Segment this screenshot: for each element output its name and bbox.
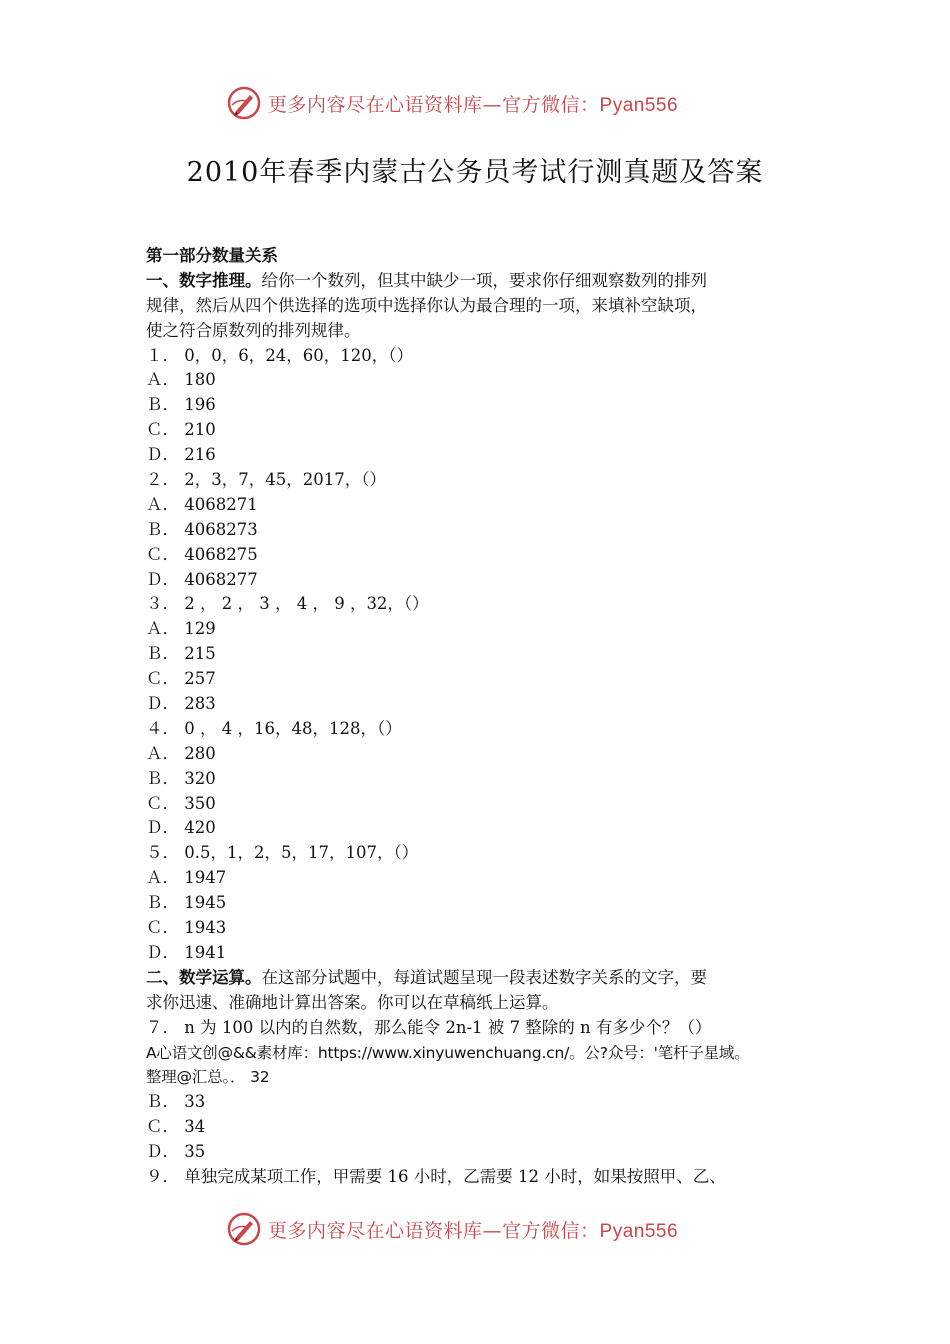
part-heading: 第一部分数量关系 — [146, 246, 278, 265]
option-line: Ｃ． 1943 — [146, 918, 227, 938]
question-line: ７． n 为 100 以内的自然数，那么能令 2n-1 被 7 整除的 n 有多少个？（） — [146, 1017, 712, 1037]
section1-intro: 一、数字推理。给你一个数列，但其中缺少一项，要求你仔细观察数列的排列 — [146, 270, 707, 290]
option-line: Ａ． 4068271 — [146, 494, 258, 514]
option-line: Ｃ． 257 — [146, 669, 216, 689]
option-line: Ｄ． 216 — [146, 445, 216, 465]
option-line: Ｂ． 196 — [146, 395, 216, 415]
question-line: １． 0，0，6，24，60，120，（） — [146, 345, 413, 365]
option-line: Ｃ． 34 — [146, 1117, 206, 1137]
pen-logo-icon — [226, 1211, 262, 1247]
section1-intro-line3: 使之符合原数列的排列规律。 — [146, 320, 361, 340]
question-line: ３． 2 ， 2 ， 3 ， 4 ， 9 ，32，（） — [146, 594, 429, 614]
header-banner — [226, 83, 746, 123]
banner-text: 更多内容尽在心语资料库—官方微信：Pyan556 — [268, 1219, 679, 1242]
option-line: Ａ． 1947 — [146, 868, 227, 888]
option-line: Ｂ． 215 — [146, 644, 216, 664]
question-line: ２． 2，3，7，45，2017，（） — [146, 470, 386, 490]
option-line: Ｃ． 350 — [146, 793, 216, 813]
footer-banner — [226, 1209, 746, 1249]
option-line: Ａ． 180 — [146, 370, 216, 390]
option-line: Ｃ． 210 — [146, 420, 216, 440]
section1-intro-line2: 规律，然后从四个供选择的选项中选择你认为最合理的一项，来填补空缺项， — [146, 295, 707, 315]
question-line: ９． 单独完成某项工作，甲需要 16 小时，乙需要 12 小时，如果按照甲、乙、 — [146, 1166, 726, 1186]
question-line: ４． 0 ， 4 ，16，48，128，（） — [146, 718, 402, 738]
option-line: Ｂ． 4068273 — [146, 519, 258, 539]
banner-text: 更多内容尽在心语资料库—官方微信：Pyan556 — [268, 93, 679, 116]
option-line: Ｄ． 420 — [146, 818, 216, 838]
section2-intro: 二、数学运算。在这部分试题中，每道试题呈现一段表述数字关系的文字，要 — [146, 967, 707, 987]
option-line: Ｂ． 33 — [146, 1092, 206, 1112]
option-line: Ｄ． 1941 — [146, 942, 227, 962]
section2-intro-line2: 求你迅速、准确地计算出答案。你可以在草稿纸上运算。 — [146, 992, 559, 1012]
watermark-line: 整理@汇总。． 32 — [146, 1068, 270, 1087]
pen-logo-icon — [226, 85, 262, 121]
option-line: Ｂ． 1945 — [146, 893, 227, 913]
option-line: Ｂ． 320 — [146, 768, 216, 788]
document-title: 2010年春季内蒙古公务员考试行测真题及答案 — [186, 157, 764, 188]
option-line: Ａ． 129 — [146, 619, 216, 639]
option-line: Ｄ． 4068277 — [146, 569, 258, 589]
question-line: ５． 0.5，1，2，5，17，107，（） — [146, 843, 419, 863]
option-line: Ａ． 280 — [146, 743, 216, 763]
watermark-line: A心语文创@&&素材库：https://www.xinyuwenchuang.cn/。公?众号：'笔杆子星域。 — [146, 1043, 750, 1062]
document-body — [146, 244, 816, 1190]
option-line: Ｄ． 35 — [146, 1142, 206, 1162]
option-line: Ｃ． 4068275 — [146, 544, 258, 564]
option-line: Ｄ． 283 — [146, 694, 216, 714]
